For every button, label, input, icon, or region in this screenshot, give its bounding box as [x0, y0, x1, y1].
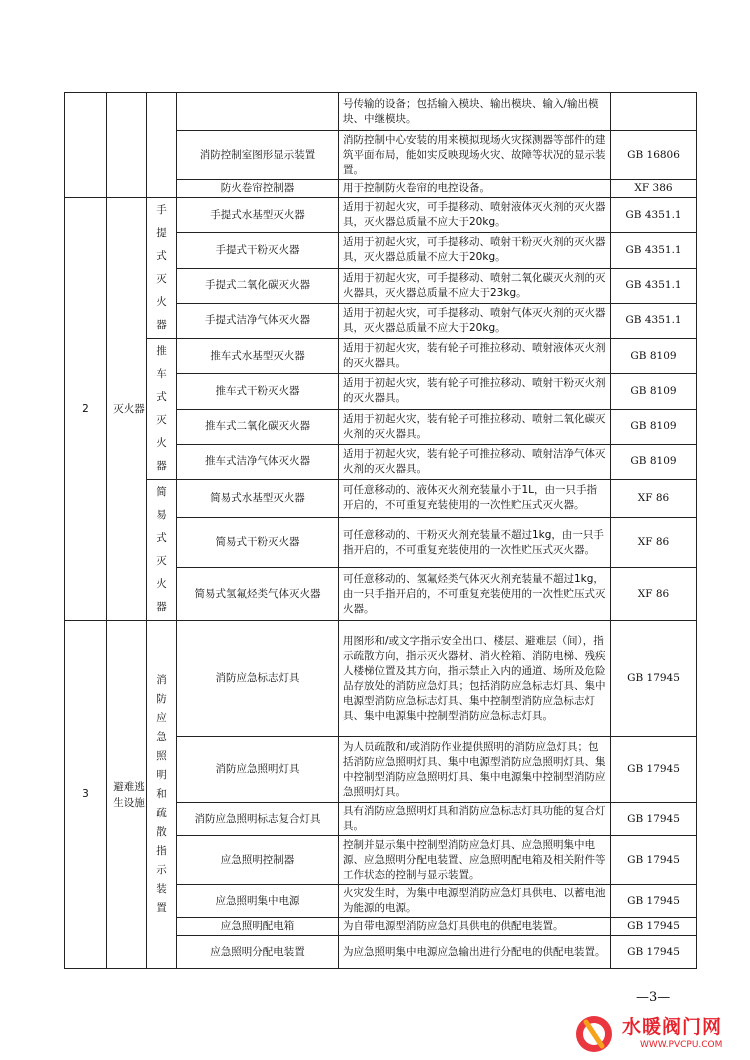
product-name: 消防应急照明标志复合灯具: [177, 803, 339, 836]
standard-code: GB 17945: [611, 737, 697, 803]
product-name: 消防控制室图形显示装置: [177, 131, 339, 180]
standard-code: GB 17945: [611, 836, 697, 885]
category-cell: [107, 93, 147, 198]
product-name: 推车式二氧化碳灭火器: [177, 409, 339, 444]
standard-code: GB 17945: [611, 885, 697, 918]
product-name: 应急照明配电箱: [177, 918, 339, 936]
product-description: 适用于初起火灾，装有轮子可推拉移动、喷射二氧化碳灭火剂的灭火器具。: [339, 409, 611, 444]
subcategory-cell: [147, 621, 177, 969]
product-description: 适用于初起火灾，装有轮子可推拉移动、喷射洁净气体灭火剂的灭火器具。: [339, 444, 611, 479]
table-row: [65, 621, 697, 737]
standard-code: GB 17945: [611, 936, 697, 969]
standard-code: XF 86: [611, 480, 697, 518]
product-description: 具有消防应急照明灯具和消防应急标志灯具功能的复合灯具。: [339, 803, 611, 836]
category-label: 避难逃生设施: [113, 780, 145, 809]
row-number-cell: 2: [65, 198, 107, 621]
table-row: [65, 198, 697, 233]
product-name: 消防应急照明灯具: [177, 737, 339, 803]
product-name: 应急照明集中电源: [177, 885, 339, 918]
subcategory-cell: [147, 93, 177, 198]
product-description: 为应急照明集中电源应急输出进行分配电的供配电装置。: [339, 936, 611, 969]
product-description: 控制并显示集中控制型消防应急灯具、应急照明集中电源、应急照明分配电装置、应急照明配电箱及相关附件等工作状态的控制与显示装置。: [339, 836, 611, 885]
product-name: 手提式干粉灭火器: [177, 233, 339, 268]
subcategory-cell: [147, 339, 177, 480]
product-description: 用于控制防火卷帘的电控设备。: [339, 180, 611, 198]
product-name: 推车式干粉灭火器: [177, 374, 339, 409]
product-description: 适用于初起火灾，可手提移动、喷射液体灭火剂的灭火器具，灭火器总质量不应大于20kg。: [339, 198, 611, 233]
standard-code: GB 17945: [611, 803, 697, 836]
standards-table: [64, 92, 697, 969]
product-description: 可任意移动的、液体灭火剂充装量小于1L，由一只手指开启的，不可重复充装使用的一次性贮压式灭火器。: [339, 480, 611, 518]
product-name: 应急照明分配电装置: [177, 936, 339, 969]
standard-code: XF 86: [611, 568, 697, 621]
product-name: 手提式二氧化碳灭火器: [177, 268, 339, 303]
product-name: 推车式水基型灭火器: [177, 339, 339, 374]
standard-code: GB 4351.1: [611, 303, 697, 338]
product-name: 消防应急标志灯具: [177, 621, 339, 737]
standard-code: GB 17945: [611, 621, 697, 737]
product-description: 为自带电源型消防应急灯具供电的供配电装置。: [339, 918, 611, 936]
standard-code: GB 8109: [611, 444, 697, 479]
product-name: 手提式水基型灭火器: [177, 198, 339, 233]
standard-code: XF 86: [611, 517, 697, 568]
watermark-url: WWW.PVCPU.COM: [640, 1040, 723, 1050]
product-name: [177, 93, 339, 131]
category-cell: [107, 621, 147, 969]
standard-code: GB 8109: [611, 339, 697, 374]
product-description: 消防控制中心安装的用来模拟现场火灾探测器等部件的建筑平面布局，能如实反映现场火灾、故障等状况的显示装置。: [339, 131, 611, 180]
standard-code: GB 16806: [611, 131, 697, 180]
standard-code: GB 4351.1: [611, 233, 697, 268]
subcategory-label: 手提式灭火器: [156, 204, 167, 331]
watermark-text: 水暖阀门网: [622, 1016, 723, 1038]
standard-code: GB 4351.1: [611, 268, 697, 303]
standard-code: GB 17945: [611, 918, 697, 936]
row-number-cell: [65, 93, 107, 198]
standard-code: XF 386: [611, 180, 697, 198]
product-description: 可任意移动的、氢氟烃类气体灭火剂充装量不超过1kg，由一只手指开启的，不可重复充装使用的一次性贮压式灭火器。: [339, 568, 611, 621]
product-name: 应急照明控制器: [177, 836, 339, 885]
product-description: 为人员疏散和/或消防作业提供照明的消防应急灯具；包括消防应急照明灯具、集中电源型消防应急照明灯具、集中控制型消防应急照明灯具、集中电源集中控制型消防应急照明灯具。: [339, 737, 611, 803]
product-description: 适用于初起火灾，装有轮子可推拉移动、喷射液体灭火剂的灭火器具。: [339, 339, 611, 374]
product-name: 防火卷帘控制器: [177, 180, 339, 198]
subcategory-cell: [147, 198, 177, 339]
product-description: 可任意移动的、干粉灭火剂充装量不超过1kg，由一只手指开启的，不可重复充装使用的一次性贮压式灭火器。: [339, 517, 611, 568]
row-number-cell: 3: [65, 621, 107, 969]
product-description: 号传输的设备；包括输入模块、输出模块、输入/输出模块、中继模块。: [339, 93, 611, 131]
product-name: 简易式氢氟烃类气体灭火器: [177, 568, 339, 621]
subcategory-label: 简易式灭火器: [156, 486, 167, 613]
table-row: [65, 93, 697, 131]
logo-mark-icon: [576, 1016, 612, 1052]
product-description: 适用于初起火灾，可手提移动、喷射干粉灭火剂的灭火器具，灭火器总质量不应大于20kg。: [339, 233, 611, 268]
page-number: —3—: [636, 990, 671, 1005]
standard-code: [611, 93, 697, 131]
subcategory-label: 推车式灭火器: [156, 345, 167, 472]
standard-code: GB 8109: [611, 374, 697, 409]
product-name: 简易式水基型灭火器: [177, 480, 339, 518]
standard-code: GB 8109: [611, 409, 697, 444]
standard-code: GB 4351.1: [611, 198, 697, 233]
product-description: 用图形和/或文字指示安全出口、楼层、避难层（间），指示疏散方向，指示灭火器材、消火栓箱、消防电梯、残疾人楼梯位置及其方向，指示禁止入内的通道、场所及危险品存放处的消防应急灯具；包括消防应急标志灯具、集中电源型消防应急标志灯具、集中控制型消防应急标志灯具、集中电源集中控制型消防应急标志灯具。: [339, 621, 611, 737]
category-cell: [107, 198, 147, 621]
product-name: 手提式洁净气体灭火器: [177, 303, 339, 338]
product-description: 适用于初起火灾，装有轮子可推拉移动、喷射干粉灭火剂的灭火器具。: [339, 374, 611, 409]
table-row: [65, 480, 697, 518]
category-label: 灭火器: [113, 403, 145, 415]
product-name: 简易式干粉灭火器: [177, 517, 339, 568]
table-row: [65, 339, 697, 374]
product-description: 适用于初起火灾，可手提移动、喷射气体灭火剂的灭火器具，灭火器总质量不应大于20kg。: [339, 303, 611, 338]
product-description: 火灾发生时，为集中电源型消防应急灯具供电、以蓄电池为能源的电源。: [339, 885, 611, 918]
product-name: 推车式洁净气体灭火器: [177, 444, 339, 479]
product-description: 适用于初起火灾，可手提移动、喷射二氧化碳灭火剂的灭火器具，灭火器总质量不应大于23kg。: [339, 268, 611, 303]
subcategory-cell: [147, 480, 177, 621]
subcategory-label: 消防应急照明和疏散指示装置: [156, 674, 167, 914]
